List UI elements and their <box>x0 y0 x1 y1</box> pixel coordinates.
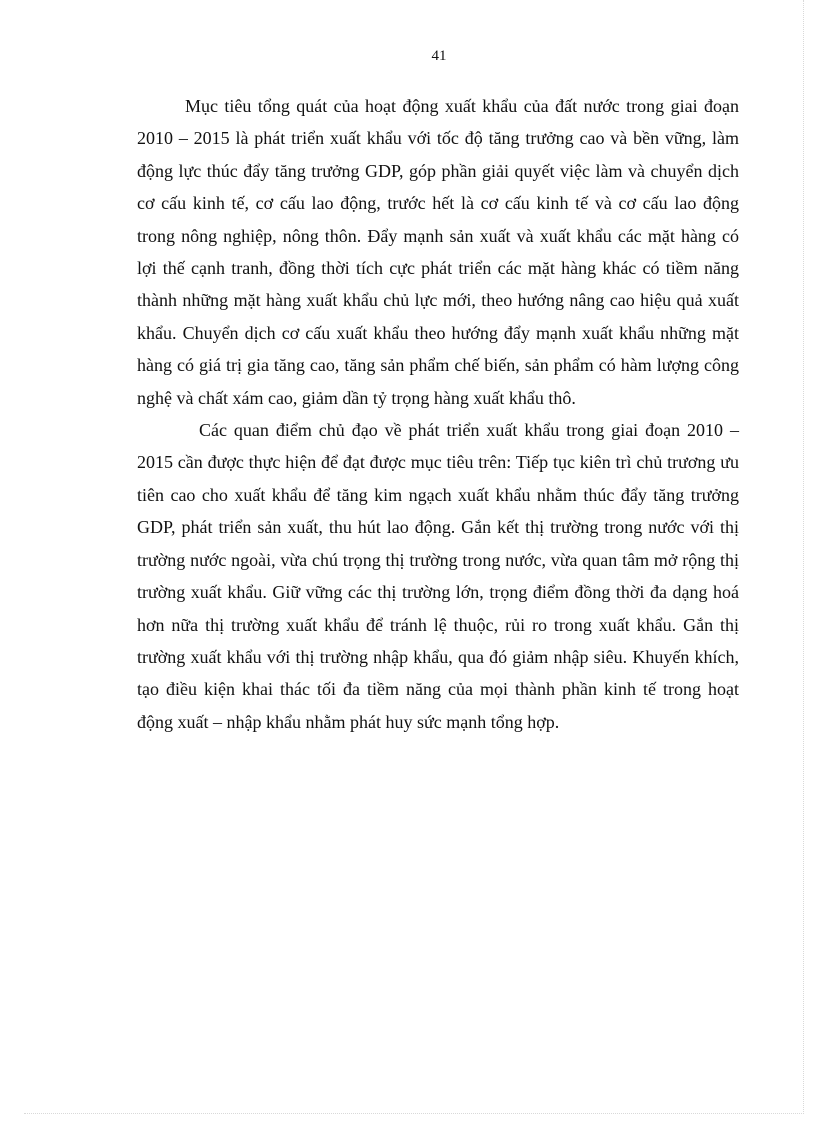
paragraph-export-viewpoints: Các quan điểm chủ đạo về phát triển xuất khẩu trong giai đoạn 2010 – 2015 cần được thực hiện để đạt được mục tiêu trên: Tiếp tục kiên trì chủ trương ưu tiên cao cho xuất khẩu để tăng kim ngạch xuất khẩu nhằm thúc đẩy tăng trưởng GDP, phát triển sản xuất, thu hút lao động. Gắn kết thị trường trong nước với thị trường nước ngoài, vừa chú trọng thị trường trong nước, vừa quan tâm mở rộng thị trường xuất khẩu. Giữ vững các thị trường lớn, trọng điểm đồng thời đa dạng hoá hơn nữa thị trường xuất khẩu để tránh lệ thuộc, rủi ro trong xuất khẩu. Gắn thị trường xuất khẩu với thị trường nhập khẩu, qua đó giảm nhập siêu. Khuyến khích, tạo điều kiện khai thác tối đa tiềm năng của mọi thành phần kinh tế trong hoạt động xuất – nhập khẩu nhằm phát huy sức mạnh tổng hợp. <box>137 420 739 732</box>
paragraph-export-objectives: Mục tiêu tổng quát của hoạt động xuất khẩu của đất nước trong giai đoạn 2010 – 2015 là phát triển xuất khẩu với tốc độ tăng trưởng cao và bền vững, làm động lực thúc đẩy tăng trưởng GDP, góp phần giải quyết việc làm và chuyển dịch cơ cấu kinh tế, cơ cấu lao động, trước hết là cơ cấu kinh tế và cơ cấu lao động trong nông nghiệp, nông thôn. Đẩy mạnh sản xuất và xuất khẩu các mặt hàng có lợi thế cạnh tranh, đồng thời tích cực phát triển các mặt hàng khác có tiềm năng thành những mặt hàng xuất khẩu chủ lực mới, theo hướng nâng cao hiệu quả xuất khẩu. Chuyển dịch cơ cấu xuất khẩu theo hướng đẩy mạnh xuất khẩu những mặt hàng có giá trị gia tăng cao, tăng sản phẩm chế biến, sản phẩm có hàm lượng công nghệ và chất xám cao, giảm dần tỷ trọng hàng xuất khẩu thô. <box>137 96 739 408</box>
page-bottom-border <box>24 1113 804 1114</box>
document-body <box>137 90 739 738</box>
page-right-border <box>803 0 804 1112</box>
page-number: 41 <box>431 48 447 64</box>
